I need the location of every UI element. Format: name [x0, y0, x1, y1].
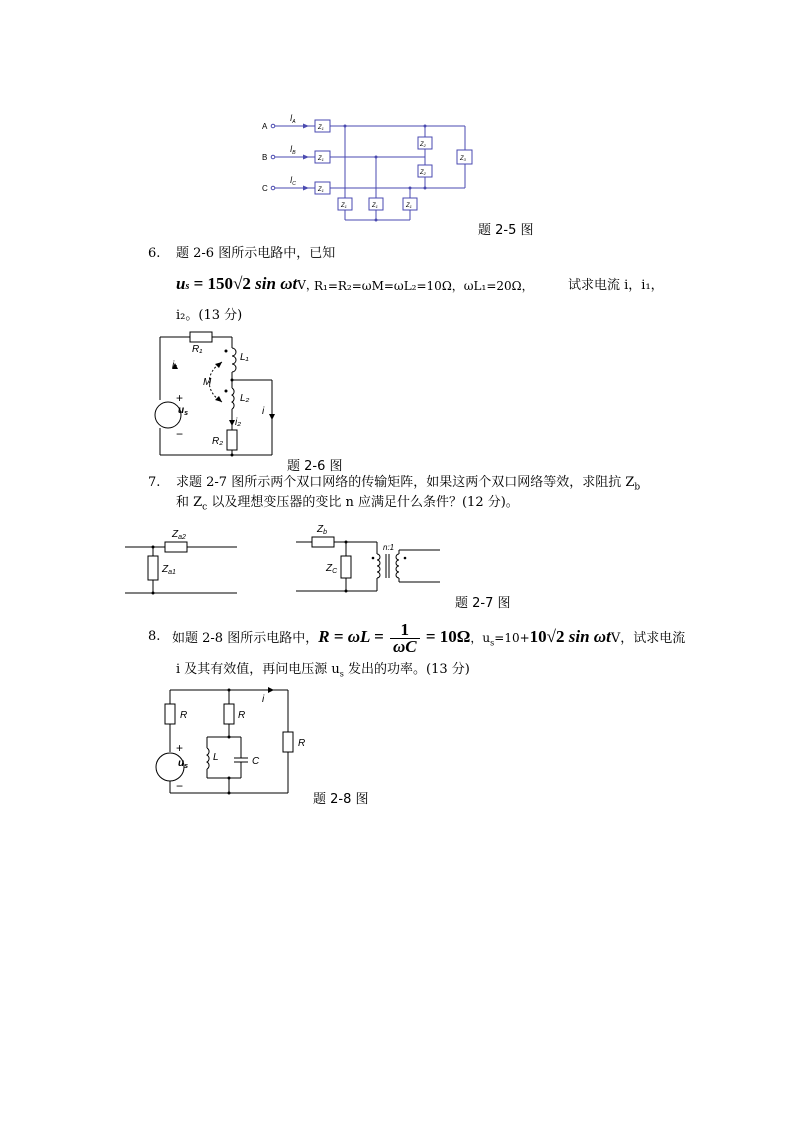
fig28-r1-label: R: [180, 710, 188, 721]
q6-params: R₁=R₂=ωM=ωL₂=10Ω，ωL₁=20Ω，: [314, 279, 534, 293]
z2-top-label: Z2: [420, 142, 426, 148]
z1-c-label: Z1: [318, 187, 324, 193]
z1-star-a-label: Z1: [341, 203, 347, 209]
fig26-l2-label: L₂: [240, 393, 250, 404]
fig28-plus: +: [176, 741, 184, 755]
current-b-label: $İ_B$: [290, 145, 296, 156]
q8-line2: i 及其有效值，再问电压源 $u_s$ 发出的功率。(13 分): [176, 662, 470, 679]
q8-line1: 如题 2-8 图所示电路中，R = ωL = $\frac{1}{\omega C}$ = 10Ω，$u_s=10+10√2$ sin ωtV，试求电流: [172, 620, 686, 656]
q7-line2: 和 $Z_c$ 以及理想变压器的变比 n 应满足什么条件？(12 分)。: [176, 495, 519, 513]
fig27-za2-label: $Z_{a2}$: [172, 529, 186, 541]
fig26-m-label: M: [203, 377, 212, 388]
fig27-zc-label: $Z_C$: [326, 563, 338, 575]
fig26-i1-label: i₁: [172, 360, 178, 371]
fig27-zb-label: $Z_b$: [317, 524, 328, 536]
fig27-ratio-label: n:1: [383, 543, 395, 552]
z1-star-c-label: Z1: [406, 203, 412, 209]
fig26-r2-label: R₂: [212, 436, 224, 447]
fig28-c-label: C: [252, 756, 260, 767]
figure-2-5-caption: 题 2-5 图: [478, 223, 534, 238]
fig28-i-label: i: [262, 694, 265, 705]
fig26-minus: −: [176, 427, 184, 441]
z1-star-b-label: Z1: [372, 203, 378, 209]
fig28-minus: −: [176, 779, 184, 793]
z2-bottom-label: Z2: [420, 170, 426, 176]
z3-label: Z3: [460, 156, 466, 162]
q6-ask: 试求电流 i，i₁，: [568, 278, 664, 293]
z1-b-label: Z1: [318, 156, 324, 162]
fig26-l1-label: L₁: [240, 352, 249, 363]
phase-a-label: A: [262, 122, 268, 131]
phase-b-label: B: [262, 153, 268, 162]
q6-ask-cont: i₂。(13 分): [176, 308, 243, 323]
fig26-i2-label: i₂: [235, 417, 242, 428]
q7-line1: 求题 2-7 图所示两个双口网络的传输矩阵，如果这两个双口网络等效，求阻抗 $Z_b$: [176, 475, 641, 493]
z1-a-label: Z1: [318, 125, 324, 131]
fig28-r3-label: R: [298, 738, 306, 749]
current-c-label: $İ_C$: [290, 176, 296, 187]
fig28-r2-label: R: [238, 710, 246, 721]
fig26-r1-label: R₁: [192, 344, 203, 355]
current-a-label: $İ_A$: [290, 114, 296, 125]
q8-number: 8.: [148, 629, 161, 644]
fig27-za1-label: $Z_{a1}$: [162, 564, 176, 576]
figure-2-8-caption: 题 2-8 图: [313, 792, 369, 807]
phase-c-label: C: [262, 184, 268, 193]
figure-2-7-caption: 题 2-7 图: [455, 596, 511, 611]
fig28-l-label: L: [213, 752, 219, 763]
q6-source-formula: us = 150√2 sin ωtV，: [176, 274, 318, 293]
fig28-us-label: $u_s$: [178, 758, 189, 770]
q6-intro: 题 2-6 图所示电路中，已知: [176, 246, 336, 261]
fig26-plus: +: [176, 391, 184, 405]
q6-number: 6.: [148, 246, 161, 261]
q7-number: 7.: [148, 475, 161, 490]
fig26-i-label: i: [262, 406, 265, 417]
figure-2-6-caption: 题 2-6 图: [287, 459, 343, 474]
fig26-us-label: $u_s$: [178, 405, 189, 417]
